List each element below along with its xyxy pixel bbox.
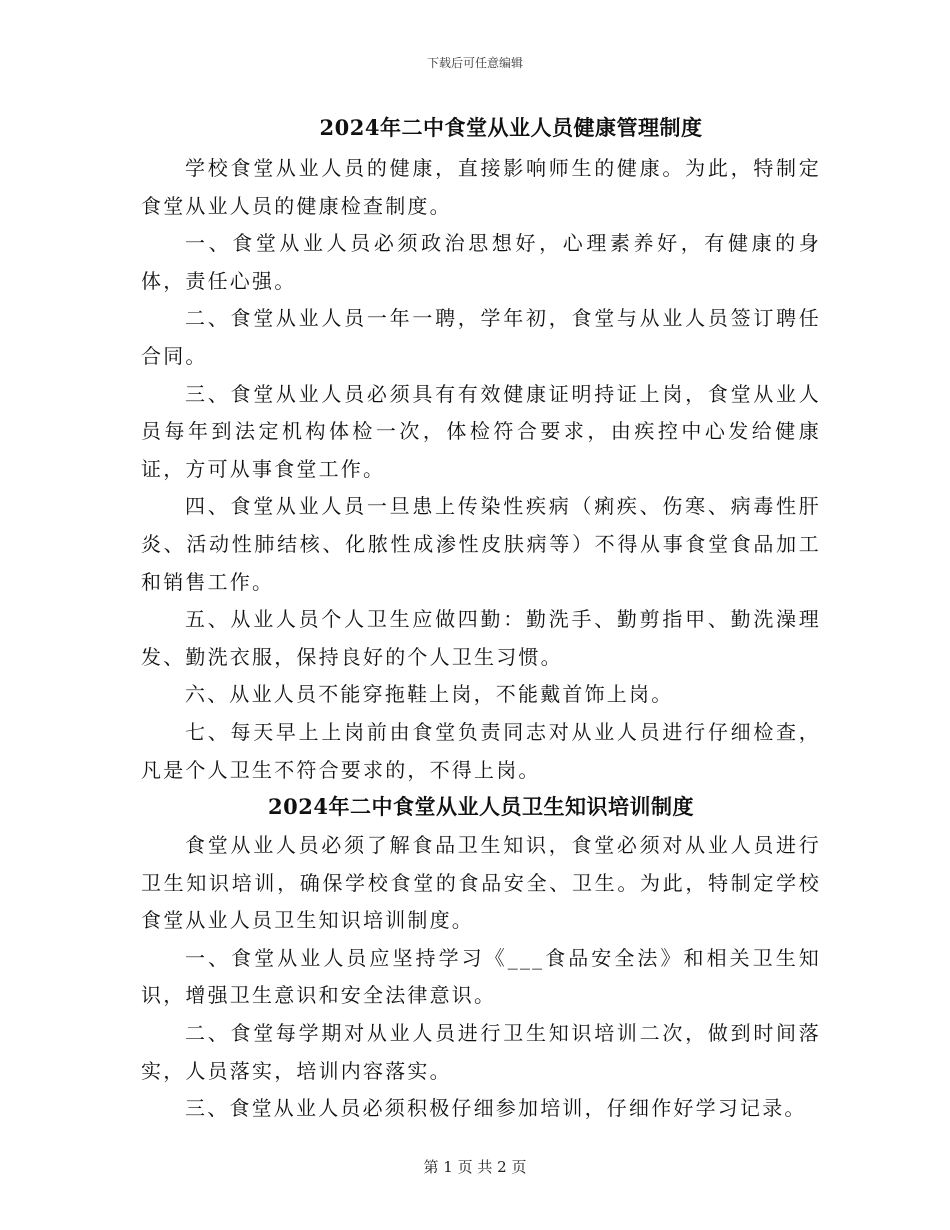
- section2-title: 2024年二中食堂从业人员卫生知识培训制度: [268, 794, 694, 820]
- section1-paragraph-1: 一、食堂从业人员必须政治思想好，心理素养好，有健康的身体，责任心强。: [141, 231, 821, 293]
- section1-paragraph-2: 二、食堂从业人员一年一聘，学年初，食堂与从业人员签订聘任合同。: [141, 306, 821, 368]
- page-footer: 第 1 页 共 2 页: [423, 1158, 527, 1176]
- section1-title: 2024年二中食堂从业人员健康管理制度: [319, 115, 703, 140]
- section2-paragraph-intro: 食堂从业人员必须了解食品卫生知识，食堂必须对从业人员进行卫生知识培训，确保学校食堂的食品安全、卫生。为此，特制定学校食堂从业人员卫生知识培训制度。: [141, 833, 821, 933]
- section2-paragraph-2: 二、食堂每学期对从业人员进行卫生知识培训二次，做到时间落实，人员落实，培训内容落实。: [141, 1021, 821, 1083]
- section1-paragraph-3: 三、食堂从业人员必须具有有效健康证明持证上岗，食堂从业人员每年到法定机构体检一次，体检符合要求，由疾控中心发给健康证，方可从事食堂工作。: [141, 381, 821, 481]
- section1-paragraph-6: 六、从业人员不能穿拖鞋上岗，不能戴首饰上岗。: [185, 682, 674, 707]
- header-note: 下载后可任意编辑: [426, 56, 523, 70]
- section2-paragraph-3: 三、食堂从业人员必须积极仔细参加培训，仔细作好学习记录。: [185, 1096, 807, 1121]
- section2-paragraph-1: 一、食堂从业人员应坚持学习《___食品安全法》和相关卫生知识，增强卫生意识和安全法律意识。: [141, 945, 821, 1008]
- section1-paragraph-4: 四、食堂从业人员一旦患上传染性疾病（痢疾、伤寒、病毒性肝炎、活动性肺结核、化脓性成渗性皮肤病等）不得从事食堂食品加工和销售工作。: [141, 494, 821, 594]
- document-body: [141, 110, 821, 1128]
- section1-paragraph-intro: 学校食堂从业人员的健康，直接影响师生的健康。为此，特制定食堂从业人员的健康检查制度。: [141, 156, 821, 218]
- section1-paragraph-5: 五、从业人员个人卫生应做四勤：勤洗手、勤剪指甲、勤洗澡理发、勤洗衣服，保持良好的个人卫生习惯。: [141, 607, 821, 669]
- section1-paragraph-7: 七、每天早上上岗前由食堂负责同志对从业人员进行仔细检查，凡是个人卫生不符合要求的，不得上岗。: [141, 719, 821, 782]
